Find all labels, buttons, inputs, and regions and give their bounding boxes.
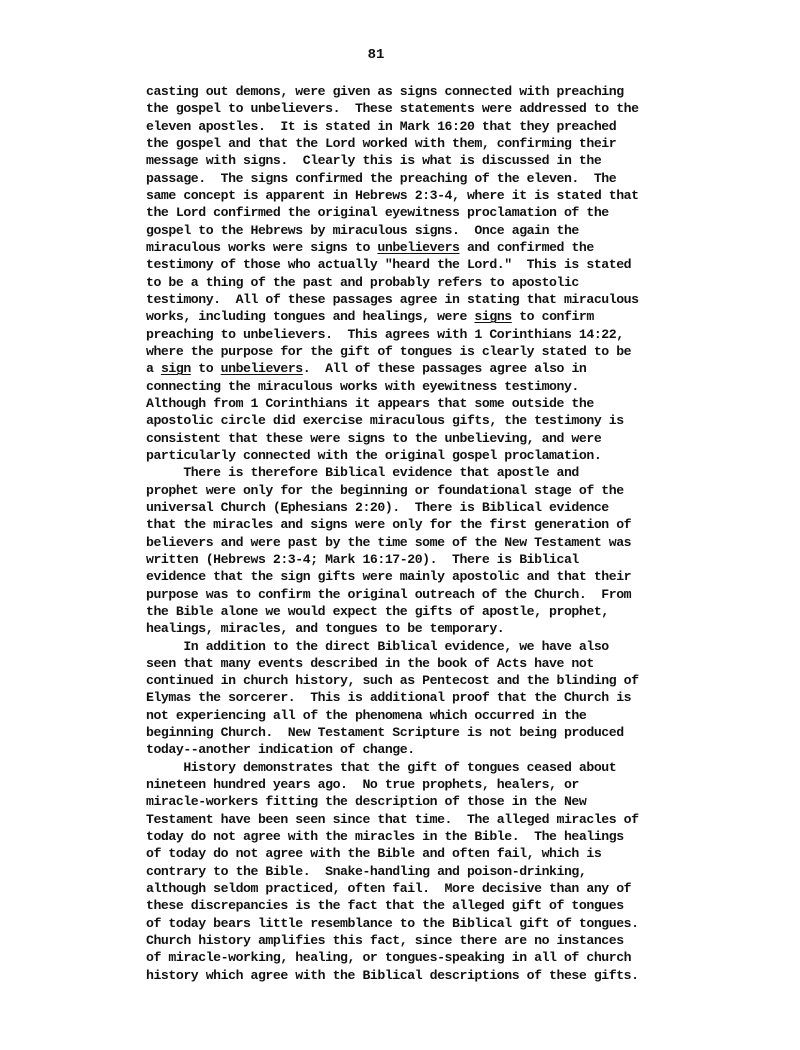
text-line: purpose was to confirm the original outreach of the Church. From bbox=[146, 586, 632, 602]
text-line: message with signs. Clearly this is what is discussed in the bbox=[146, 153, 602, 169]
text-line: eleven apostles. It is stated in Mark 16:20 that they preached bbox=[146, 118, 617, 134]
text-line: Church history amplifies this fact, since there are no instances bbox=[146, 933, 624, 949]
text-line: continued in church history, such as Pentecost and the blinding of bbox=[146, 673, 639, 689]
underlined-word: signs bbox=[474, 309, 512, 325]
text-line: believers and were past by the time some of the New Testament was bbox=[146, 534, 632, 550]
text-line: contrary to the Bible. Snake-handling and poison-drinking, bbox=[146, 863, 587, 879]
underlined-word: unbelievers bbox=[377, 239, 460, 255]
underlined-word: sign bbox=[160, 361, 191, 377]
text-line: same concept is apparent in Hebrews 2:3-4, where it is stated that bbox=[146, 187, 639, 203]
text-line: testimony. All of these passages agree in stating that miraculous bbox=[146, 291, 639, 307]
text-line: where the purpose for the gift of tongues is clearly stated to be bbox=[146, 343, 632, 359]
text-line: the Lord confirmed the original eyewitness proclamation of the bbox=[146, 205, 609, 221]
text-line: a sign to unbelievers. All of these passages agree also in bbox=[146, 361, 587, 377]
underlined-word: unbelievers bbox=[220, 361, 303, 377]
text-line: beginning Church. New Testament Scripture is not being produced bbox=[146, 725, 624, 741]
text-line: prophet were only for the beginning or foundational stage of the bbox=[146, 482, 624, 498]
text-line: written (Hebrews 2:3-4; Mark 16:17-20). There is Biblical bbox=[146, 551, 579, 567]
text-line: evidence that the sign gifts were mainly apostolic and that their bbox=[146, 569, 632, 585]
text-line: consistent that these were signs to the unbelieving, and were bbox=[146, 430, 602, 446]
text-line: these discrepancies is the fact that the alleged gift of tongues bbox=[146, 898, 624, 914]
text-line: to be a thing of the past and probably refers to apostolic bbox=[146, 274, 579, 290]
text-line: nineteen hundred years ago. No true prophets, healers, or bbox=[146, 777, 579, 793]
text-line: works, including tongues and healings, were signs to confirm bbox=[146, 309, 594, 325]
text-line: of miracle-working, healing, or tongues-speaking in all of church bbox=[146, 950, 632, 966]
text-line: particularly connected with the original gospel proclamation. bbox=[146, 447, 602, 463]
text-line: preaching to unbelievers. This agrees with 1 Corinthians 14:22, bbox=[146, 326, 624, 342]
text-line: miracle-workers fitting the description of those in the New bbox=[146, 794, 587, 810]
text-line: casting out demons, were given as signs connected with preaching bbox=[146, 84, 624, 99]
text-line: miraculous works were signs to unbelievers and confirmed the bbox=[146, 239, 594, 255]
text-line: of today bears little resemblance to the Biblical gift of tongues. bbox=[146, 915, 639, 931]
text-line: today do not agree with the miracles in the Bible. The healings bbox=[146, 829, 624, 845]
text-line: the gospel and that the Lord worked with them, confirming their bbox=[146, 135, 617, 151]
text-line: seen that many events described in the book of Acts have not bbox=[146, 655, 594, 671]
text-line: apostolic circle did exercise miraculous gifts, the testimony is bbox=[146, 413, 624, 429]
text-line: testimony of those who actually "heard the Lord." This is stated bbox=[146, 257, 632, 273]
text-line: Elymas the sorcerer. This is additional proof that the Church is bbox=[146, 690, 632, 706]
text-line: connecting the miraculous works with eyewitness testimony. bbox=[146, 378, 579, 394]
text-line: although seldom practiced, often fail. More decisive than any of bbox=[146, 881, 632, 897]
text-line: that the miracles and signs were only for the first generation of bbox=[146, 517, 632, 533]
text-line: not experiencing all of the phenomena which occurred in the bbox=[146, 707, 587, 723]
text-line: of today do not agree with the Bible and often fail, which is bbox=[146, 846, 602, 862]
text-line: universal Church (Ephesians 2:20). There is Biblical evidence bbox=[146, 499, 609, 515]
text-line: passage. The signs confirmed the preaching of the eleven. The bbox=[146, 170, 617, 186]
text-line: In addition to the direct Biblical evidence, we have also bbox=[146, 638, 609, 654]
body-text bbox=[146, 83, 746, 984]
page-number: 81 bbox=[367, 47, 385, 63]
text-line: History demonstrates that the gift of tongues ceased about bbox=[146, 759, 617, 775]
text-line: today--another indication of change. bbox=[146, 742, 415, 758]
text-line: healings, miracles, and tongues to be temporary. bbox=[146, 621, 505, 637]
text-line: There is therefore Biblical evidence that apostle and bbox=[146, 465, 579, 481]
text-line: the gospel to unbelievers. These statements were addressed to the bbox=[146, 101, 639, 117]
text-line: Testament have been seen since that time. The alleged miracles of bbox=[146, 811, 639, 827]
text-line: the Bible alone we would expect the gifts of apostle, prophet, bbox=[146, 603, 609, 619]
text-line: gospel to the Hebrews by miraculous signs. Once again the bbox=[146, 222, 579, 238]
text-line: Although from 1 Corinthians it appears that some outside the bbox=[146, 395, 594, 411]
text-line: history which agree with the Biblical descriptions of these gifts. bbox=[146, 967, 639, 983]
